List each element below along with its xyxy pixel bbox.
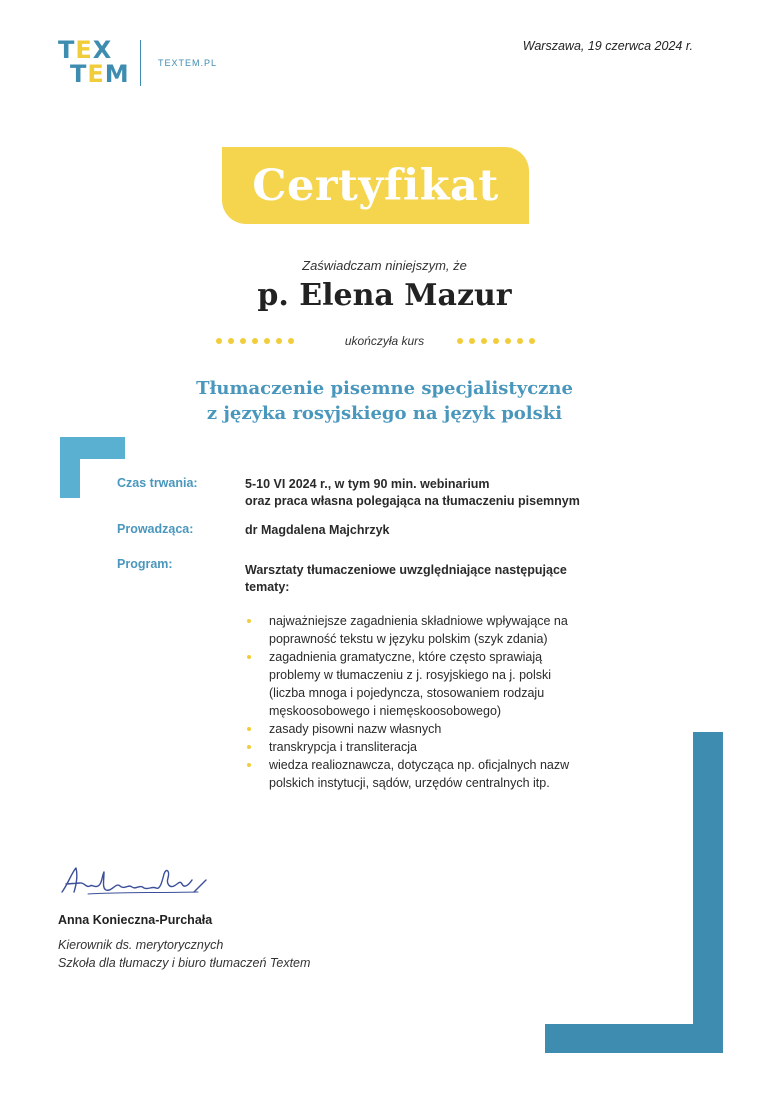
signer-role-line: Szkoła dla tłumaczy i biuro tłumaczeń Textem [58, 956, 311, 970]
program-line: tematy: [245, 580, 290, 594]
logo-letter: M [104, 60, 130, 88]
bullet-dot [247, 655, 251, 659]
signer-role-line: Kierownik ds. merytorycznych [58, 938, 224, 952]
intro-text: Zaświadczam niniejszym, że [302, 258, 467, 273]
bullet-dot [247, 745, 251, 749]
program-intro [245, 562, 625, 596]
logo-letter: X [92, 36, 113, 64]
signer-role [58, 936, 310, 972]
bullet-dot [247, 763, 251, 767]
logo-row-top [58, 38, 112, 62]
topic-line: problemy w tłumaczeniu z j. rosyjskiego na j. polski [269, 668, 552, 682]
logo-letter: E [87, 60, 105, 88]
issue-date: Warszawa, 19 czerwca 2024 r. [522, 39, 693, 53]
logo-letter: T [58, 36, 76, 64]
bullet-dot [247, 727, 251, 731]
bullet-dot [247, 619, 251, 623]
topic-line: (liczba mnoga i pojedyncza, stosowaniem rodzaju [269, 686, 545, 700]
topic-line: wiedza realioznawcza, dotycząca np. oficjalnych nazw [269, 758, 570, 772]
course-title-line: Tłumaczenie pisemne specjalistyczne [196, 378, 573, 399]
logo-row-bottom [70, 62, 130, 86]
topic-item [247, 720, 607, 738]
title-banner [222, 147, 529, 224]
logo-letter: E [75, 36, 93, 64]
topic-line: najważniejsze zagadnienia składniowe wpływające na [269, 614, 568, 628]
topic-item [247, 612, 607, 648]
corner-decoration-bottom-right [693, 732, 723, 1053]
logo-url: TEXTEM.PL [158, 58, 218, 68]
textem-logo [58, 38, 128, 88]
duration-line: 5-10 VI 2024 r., w tym 90 min. webinarium [245, 477, 490, 491]
instructor-value: dr Magdalena Majchrzyk [245, 523, 390, 537]
duration-value [245, 476, 625, 510]
course-title-line: z języka rosyjskiego na język polski [206, 403, 563, 424]
logo-letter: T [70, 60, 88, 88]
course-title [0, 376, 769, 426]
topic-line: polskich instytucji, sądów, urzędów centralnych itp. [269, 776, 550, 790]
program-topics [247, 612, 607, 792]
recipient-name: p. Elena Mazur [257, 278, 512, 313]
duration-label: Czas trwania: [117, 476, 198, 490]
topic-line: zagadnienia gramatyczne, które często sprawiają [269, 650, 543, 664]
program-label: Program: [117, 557, 173, 571]
duration-line: oraz praca własna polegająca na tłumaczeniu pisemnym [245, 494, 580, 508]
program-line: Warsztaty tłumaczeniowe uwzględniające następujące [245, 563, 567, 577]
handwritten-signature [58, 862, 218, 902]
dots-divider-right [457, 334, 535, 348]
topic-item [247, 738, 607, 756]
topic-line: poprawność tekstu w języku polskim (szyk zdania) [269, 632, 548, 646]
instructor-label: Prowadząca: [117, 522, 194, 536]
topic-item [247, 756, 607, 792]
certificate-title: Certyfikat [252, 160, 499, 211]
topic-line: zasady pisowni nazw własnych [269, 722, 442, 736]
logo-divider [140, 40, 141, 86]
topic-item [247, 648, 607, 720]
corner-decoration-bottom-right [545, 1024, 723, 1053]
topic-line: męskoosobowego i niemęskoosobowego) [269, 704, 502, 718]
topic-line: transkrypcja i transliteracja [269, 740, 417, 754]
signer-name: Anna Konieczna-Purchała [58, 913, 213, 927]
completed-text: ukończyła kurs [344, 334, 425, 348]
corner-decoration-top-left [60, 437, 125, 459]
